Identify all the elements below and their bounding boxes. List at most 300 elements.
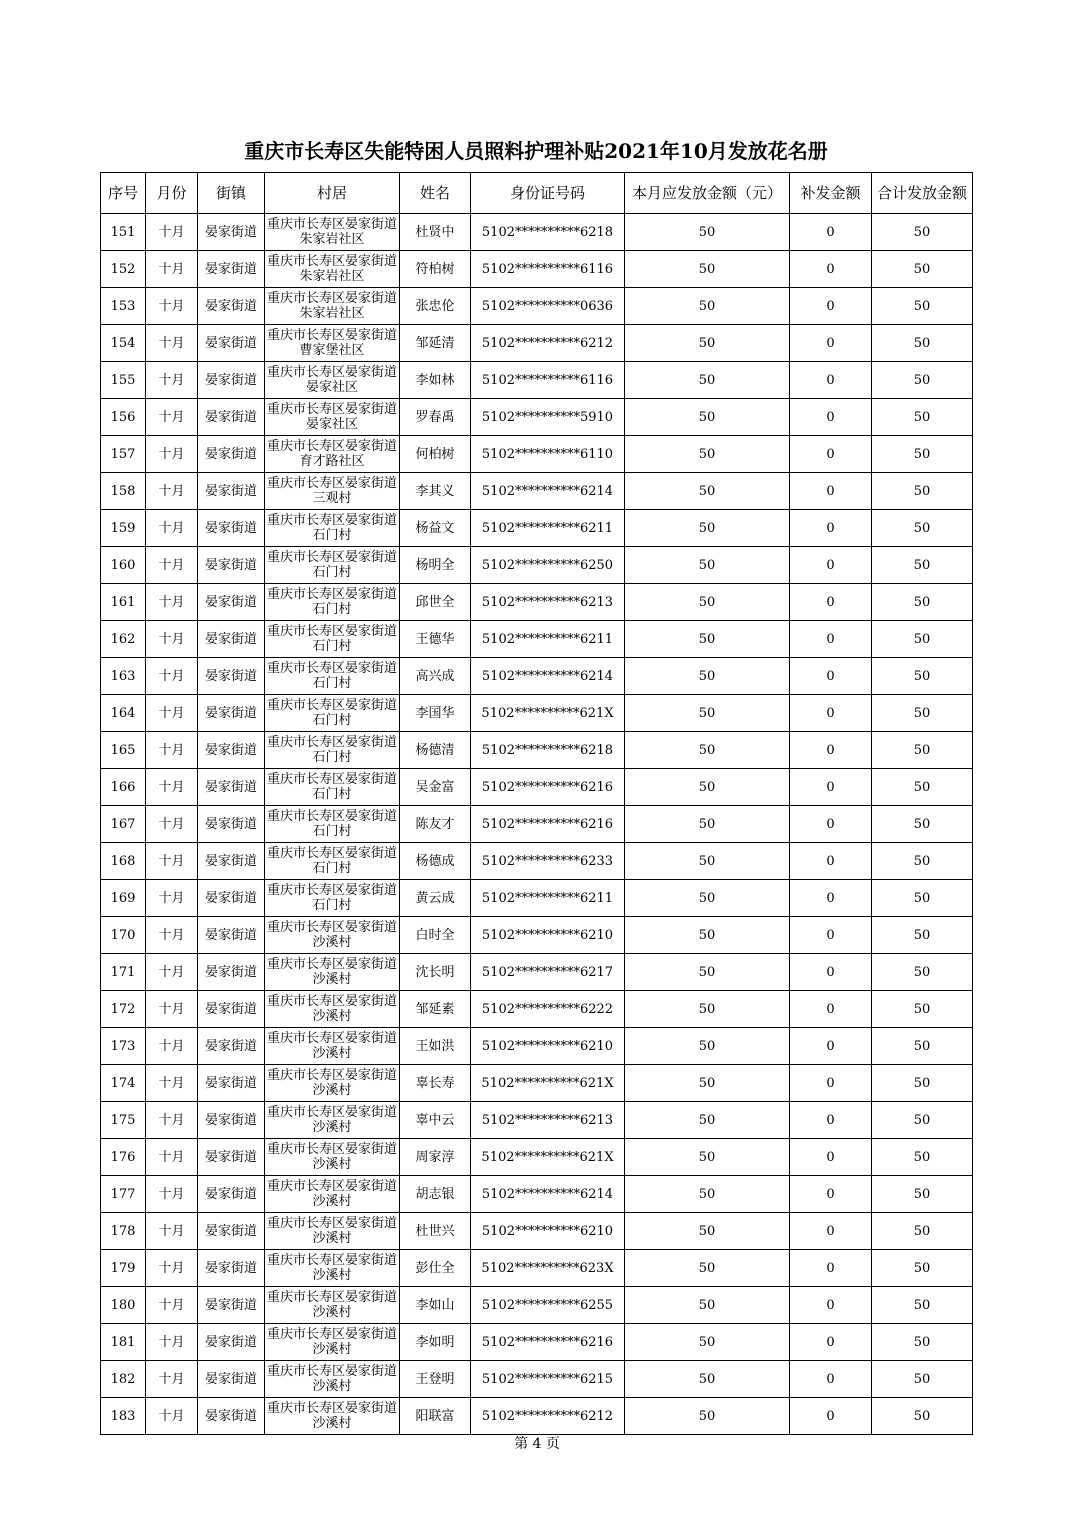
table-row [101, 436, 973, 473]
cell-month: 十月 [146, 473, 198, 510]
table-row [101, 325, 973, 362]
table-row [101, 880, 973, 917]
cell-index: 161 [101, 584, 146, 621]
cell-id-number: 5102**********621X [471, 1139, 625, 1176]
cell-name: 彭仕全 [400, 1250, 471, 1287]
cell-month: 十月 [146, 1213, 198, 1250]
cell-id-number: 5102**********6218 [471, 732, 625, 769]
cell-name: 王如洪 [400, 1028, 471, 1065]
cell-village: 重庆市长寿区晏家街道曹家堡社区 [265, 325, 400, 362]
cell-street: 晏家街道 [198, 658, 265, 695]
cell-supplement: 0 [790, 732, 872, 769]
cell-village: 重庆市长寿区晏家街道石门村 [265, 732, 400, 769]
cell-total: 50 [872, 473, 973, 510]
cell-supplement: 0 [790, 1361, 872, 1398]
cell-amount: 50 [625, 473, 790, 510]
table-row [101, 1361, 973, 1398]
cell-village: 重庆市长寿区晏家街道石门村 [265, 880, 400, 917]
table-row [101, 510, 973, 547]
cell-month: 十月 [146, 843, 198, 880]
cell-month: 十月 [146, 880, 198, 917]
cell-month: 十月 [146, 732, 198, 769]
table-row [101, 288, 973, 325]
cell-id-number: 5102**********6216 [471, 769, 625, 806]
cell-total: 50 [872, 806, 973, 843]
cell-street: 晏家街道 [198, 1213, 265, 1250]
cell-name: 李如明 [400, 1324, 471, 1361]
cell-total: 50 [872, 1139, 973, 1176]
cell-name: 李如山 [400, 1287, 471, 1324]
cell-amount: 50 [625, 1065, 790, 1102]
table-row [101, 1213, 973, 1250]
cell-month: 十月 [146, 695, 198, 732]
cell-street: 晏家街道 [198, 288, 265, 325]
cell-amount: 50 [625, 399, 790, 436]
cell-id-number: 5102**********6233 [471, 843, 625, 880]
table-row [101, 843, 973, 880]
cell-index: 178 [101, 1213, 146, 1250]
cell-street: 晏家街道 [198, 1250, 265, 1287]
cell-name: 杨明全 [400, 547, 471, 584]
cell-village: 重庆市长寿区晏家街道沙溪村 [265, 954, 400, 991]
cell-id-number: 5102**********6212 [471, 325, 625, 362]
cell-month: 十月 [146, 1250, 198, 1287]
cell-supplement: 0 [790, 1065, 872, 1102]
cell-amount: 50 [625, 695, 790, 732]
cell-supplement: 0 [790, 214, 872, 251]
cell-supplement: 0 [790, 436, 872, 473]
page-number: 第 4 页 [514, 1436, 560, 1452]
cell-total: 50 [872, 1213, 973, 1250]
cell-month: 十月 [146, 325, 198, 362]
cell-total: 50 [872, 843, 973, 880]
cell-amount: 50 [625, 362, 790, 399]
cell-id-number: 5102**********6218 [471, 214, 625, 251]
cell-month: 十月 [146, 1065, 198, 1102]
cell-village: 重庆市长寿区晏家街道石门村 [265, 843, 400, 880]
cell-month: 十月 [146, 1028, 198, 1065]
cell-index: 177 [101, 1176, 146, 1213]
cell-total: 50 [872, 1398, 973, 1435]
cell-amount: 50 [625, 251, 790, 288]
cell-index: 172 [101, 991, 146, 1028]
cell-amount: 50 [625, 1398, 790, 1435]
cell-total: 50 [872, 399, 973, 436]
cell-amount: 50 [625, 1324, 790, 1361]
cell-total: 50 [872, 769, 973, 806]
cell-supplement: 0 [790, 584, 872, 621]
subsidy-roster-table [100, 172, 973, 1435]
cell-id-number: 5102**********6217 [471, 954, 625, 991]
header-street: 街镇 [198, 173, 265, 214]
cell-village: 重庆市长寿区晏家街道朱家岩社区 [265, 251, 400, 288]
cell-street: 晏家街道 [198, 399, 265, 436]
cell-total: 50 [872, 1361, 973, 1398]
cell-supplement: 0 [790, 325, 872, 362]
cell-index: 159 [101, 510, 146, 547]
cell-name: 罗春禹 [400, 399, 471, 436]
cell-id-number: 5102**********6214 [471, 658, 625, 695]
cell-amount: 50 [625, 288, 790, 325]
cell-id-number: 5102**********6211 [471, 621, 625, 658]
cell-total: 50 [872, 436, 973, 473]
header-name: 姓名 [400, 173, 471, 214]
cell-total: 50 [872, 1102, 973, 1139]
cell-village: 重庆市长寿区晏家街道石门村 [265, 658, 400, 695]
table-body [101, 214, 973, 1435]
cell-name: 符柏树 [400, 251, 471, 288]
cell-index: 179 [101, 1250, 146, 1287]
cell-street: 晏家街道 [198, 1028, 265, 1065]
cell-name: 李其义 [400, 473, 471, 510]
cell-street: 晏家街道 [198, 436, 265, 473]
table-row [101, 1139, 973, 1176]
cell-street: 晏家街道 [198, 473, 265, 510]
table-row [101, 1287, 973, 1324]
table-row [101, 658, 973, 695]
cell-amount: 50 [625, 843, 790, 880]
cell-id-number: 5102**********6110 [471, 436, 625, 473]
cell-amount: 50 [625, 1287, 790, 1324]
cell-street: 晏家街道 [198, 584, 265, 621]
cell-amount: 50 [625, 991, 790, 1028]
cell-name: 杨益文 [400, 510, 471, 547]
cell-name: 邹延素 [400, 991, 471, 1028]
cell-index: 154 [101, 325, 146, 362]
cell-village: 重庆市长寿区晏家街道石门村 [265, 510, 400, 547]
cell-total: 50 [872, 214, 973, 251]
cell-total: 50 [872, 695, 973, 732]
cell-id-number: 5102**********6214 [471, 1176, 625, 1213]
cell-village: 重庆市长寿区晏家街道朱家岩社区 [265, 288, 400, 325]
cell-index: 167 [101, 806, 146, 843]
cell-month: 十月 [146, 510, 198, 547]
cell-id-number: 5102**********6212 [471, 1398, 625, 1435]
cell-total: 50 [872, 251, 973, 288]
header-month: 月份 [146, 173, 198, 214]
cell-month: 十月 [146, 399, 198, 436]
cell-index: 168 [101, 843, 146, 880]
cell-amount: 50 [625, 1176, 790, 1213]
table-row [101, 732, 973, 769]
cell-id-number: 5102**********6215 [471, 1361, 625, 1398]
cell-id-number: 5102**********6216 [471, 1324, 625, 1361]
cell-index: 165 [101, 732, 146, 769]
cell-id-number: 5102**********6116 [471, 362, 625, 399]
header-id-number: 身份证号码 [471, 173, 625, 214]
cell-supplement: 0 [790, 1398, 872, 1435]
cell-id-number: 5102**********6216 [471, 806, 625, 843]
cell-street: 晏家街道 [198, 917, 265, 954]
table-row [101, 621, 973, 658]
cell-supplement: 0 [790, 769, 872, 806]
cell-name: 杨德清 [400, 732, 471, 769]
cell-month: 十月 [146, 214, 198, 251]
cell-month: 十月 [146, 436, 198, 473]
cell-total: 50 [872, 954, 973, 991]
cell-supplement: 0 [790, 1139, 872, 1176]
table-row [101, 1176, 973, 1213]
cell-village: 重庆市长寿区晏家街道石门村 [265, 547, 400, 584]
cell-index: 183 [101, 1398, 146, 1435]
cell-name: 杜世兴 [400, 1213, 471, 1250]
cell-amount: 50 [625, 732, 790, 769]
table-row [101, 695, 973, 732]
cell-street: 晏家街道 [198, 362, 265, 399]
cell-village: 重庆市长寿区晏家街道沙溪村 [265, 1324, 400, 1361]
cell-street: 晏家街道 [198, 251, 265, 288]
cell-month: 十月 [146, 806, 198, 843]
cell-name: 吴金富 [400, 769, 471, 806]
cell-street: 晏家街道 [198, 621, 265, 658]
cell-amount: 50 [625, 547, 790, 584]
header-supplement: 补发金额 [790, 173, 872, 214]
cell-supplement: 0 [790, 880, 872, 917]
header-amount: 本月应发放金额（元） [625, 173, 790, 214]
cell-name: 邱世全 [400, 584, 471, 621]
cell-index: 157 [101, 436, 146, 473]
cell-amount: 50 [625, 1250, 790, 1287]
table-row [101, 1398, 973, 1435]
cell-id-number: 5102**********6250 [471, 547, 625, 584]
cell-total: 50 [872, 658, 973, 695]
cell-total: 50 [872, 880, 973, 917]
cell-total: 50 [872, 917, 973, 954]
cell-index: 156 [101, 399, 146, 436]
cell-name: 杨德成 [400, 843, 471, 880]
cell-supplement: 0 [790, 991, 872, 1028]
cell-supplement: 0 [790, 1213, 872, 1250]
cell-street: 晏家街道 [198, 1324, 265, 1361]
table-row [101, 473, 973, 510]
header-index: 序号 [101, 173, 146, 214]
cell-index: 164 [101, 695, 146, 732]
cell-total: 50 [872, 288, 973, 325]
cell-name: 张忠伦 [400, 288, 471, 325]
cell-id-number: 5102**********6214 [471, 473, 625, 510]
cell-village: 重庆市长寿区晏家街道沙溪村 [265, 1287, 400, 1324]
cell-village: 重庆市长寿区晏家街道沙溪村 [265, 1250, 400, 1287]
cell-index: 169 [101, 880, 146, 917]
cell-street: 晏家街道 [198, 1102, 265, 1139]
cell-supplement: 0 [790, 1287, 872, 1324]
cell-month: 十月 [146, 1176, 198, 1213]
cell-month: 十月 [146, 1398, 198, 1435]
cell-id-number: 5102**********6211 [471, 880, 625, 917]
cell-amount: 50 [625, 584, 790, 621]
cell-supplement: 0 [790, 473, 872, 510]
cell-supplement: 0 [790, 1324, 872, 1361]
cell-index: 174 [101, 1065, 146, 1102]
cell-amount: 50 [625, 621, 790, 658]
cell-id-number: 5102**********0636 [471, 288, 625, 325]
cell-month: 十月 [146, 954, 198, 991]
cell-total: 50 [872, 1287, 973, 1324]
cell-supplement: 0 [790, 658, 872, 695]
cell-village: 重庆市长寿区晏家街道石门村 [265, 695, 400, 732]
table-row [101, 251, 973, 288]
cell-village: 重庆市长寿区晏家街道沙溪村 [265, 1139, 400, 1176]
cell-village: 重庆市长寿区晏家街道晏家社区 [265, 399, 400, 436]
header-village: 村居 [265, 173, 400, 214]
cell-name: 王登明 [400, 1361, 471, 1398]
cell-index: 151 [101, 214, 146, 251]
cell-index: 176 [101, 1139, 146, 1176]
table-row [101, 399, 973, 436]
cell-index: 182 [101, 1361, 146, 1398]
cell-name: 辜中云 [400, 1102, 471, 1139]
cell-index: 162 [101, 621, 146, 658]
cell-total: 50 [872, 1028, 973, 1065]
table-row [101, 362, 973, 399]
cell-id-number: 5102**********6213 [471, 584, 625, 621]
cell-village: 重庆市长寿区晏家街道朱家岩社区 [265, 214, 400, 251]
cell-index: 175 [101, 1102, 146, 1139]
cell-index: 173 [101, 1028, 146, 1065]
cell-supplement: 0 [790, 621, 872, 658]
cell-amount: 50 [625, 1028, 790, 1065]
table-row [101, 214, 973, 251]
cell-street: 晏家街道 [198, 954, 265, 991]
cell-street: 晏家街道 [198, 1398, 265, 1435]
cell-amount: 50 [625, 954, 790, 991]
cell-supplement: 0 [790, 547, 872, 584]
cell-supplement: 0 [790, 843, 872, 880]
table-row [101, 547, 973, 584]
cell-id-number: 5102**********6116 [471, 251, 625, 288]
cell-supplement: 0 [790, 917, 872, 954]
cell-village: 重庆市长寿区晏家街道沙溪村 [265, 991, 400, 1028]
table-header-row [101, 173, 973, 214]
cell-amount: 50 [625, 1102, 790, 1139]
cell-name: 高兴成 [400, 658, 471, 695]
cell-village: 重庆市长寿区晏家街道石门村 [265, 621, 400, 658]
cell-street: 晏家街道 [198, 1361, 265, 1398]
document-title: 重庆市长寿区失能特困人员照料护理补贴2021年10月发放花名册 [244, 139, 828, 163]
cell-index: 152 [101, 251, 146, 288]
cell-amount: 50 [625, 436, 790, 473]
cell-village: 重庆市长寿区晏家街道沙溪村 [265, 1028, 400, 1065]
table-row [101, 1250, 973, 1287]
cell-street: 晏家街道 [198, 214, 265, 251]
cell-total: 50 [872, 1176, 973, 1213]
cell-id-number: 5102**********6210 [471, 1213, 625, 1250]
cell-name: 沈长明 [400, 954, 471, 991]
cell-id-number: 5102**********6211 [471, 510, 625, 547]
cell-index: 166 [101, 769, 146, 806]
cell-name: 陈友才 [400, 806, 471, 843]
cell-street: 晏家街道 [198, 1065, 265, 1102]
cell-supplement: 0 [790, 1250, 872, 1287]
cell-month: 十月 [146, 917, 198, 954]
cell-village: 重庆市长寿区晏家街道沙溪村 [265, 1398, 400, 1435]
cell-street: 晏家街道 [198, 991, 265, 1028]
cell-amount: 50 [625, 769, 790, 806]
cell-id-number: 5102**********6210 [471, 1028, 625, 1065]
cell-month: 十月 [146, 1361, 198, 1398]
cell-street: 晏家街道 [198, 843, 265, 880]
table-row [101, 917, 973, 954]
cell-village: 重庆市长寿区晏家街道沙溪村 [265, 917, 400, 954]
cell-amount: 50 [625, 1213, 790, 1250]
cell-supplement: 0 [790, 1028, 872, 1065]
cell-supplement: 0 [790, 399, 872, 436]
table-row [101, 1102, 973, 1139]
cell-month: 十月 [146, 1324, 198, 1361]
cell-name: 何柏树 [400, 436, 471, 473]
cell-index: 158 [101, 473, 146, 510]
cell-name: 黄云成 [400, 880, 471, 917]
cell-total: 50 [872, 1065, 973, 1102]
cell-village: 重庆市长寿区晏家街道沙溪村 [265, 1213, 400, 1250]
cell-street: 晏家街道 [198, 769, 265, 806]
cell-supplement: 0 [790, 1176, 872, 1213]
cell-village: 重庆市长寿区晏家街道晏家社区 [265, 362, 400, 399]
cell-index: 160 [101, 547, 146, 584]
cell-name: 杜贤中 [400, 214, 471, 251]
cell-name: 邹延清 [400, 325, 471, 362]
cell-index: 170 [101, 917, 146, 954]
cell-amount: 50 [625, 1139, 790, 1176]
cell-amount: 50 [625, 214, 790, 251]
cell-village: 重庆市长寿区晏家街道沙溪村 [265, 1176, 400, 1213]
cell-total: 50 [872, 547, 973, 584]
table-row [101, 954, 973, 991]
cell-supplement: 0 [790, 806, 872, 843]
header-total: 合计发放金额 [872, 173, 973, 214]
cell-supplement: 0 [790, 362, 872, 399]
table-row [101, 1065, 973, 1102]
cell-index: 153 [101, 288, 146, 325]
cell-street: 晏家街道 [198, 510, 265, 547]
cell-street: 晏家街道 [198, 1139, 265, 1176]
cell-month: 十月 [146, 362, 198, 399]
table-row [101, 584, 973, 621]
cell-total: 50 [872, 510, 973, 547]
cell-amount: 50 [625, 325, 790, 362]
cell-index: 171 [101, 954, 146, 991]
cell-month: 十月 [146, 251, 198, 288]
cell-name: 周家淳 [400, 1139, 471, 1176]
cell-month: 十月 [146, 1139, 198, 1176]
cell-id-number: 5102**********621X [471, 1065, 625, 1102]
cell-name: 李国华 [400, 695, 471, 732]
cell-village: 重庆市长寿区晏家街道沙溪村 [265, 1102, 400, 1139]
cell-village: 重庆市长寿区晏家街道沙溪村 [265, 1361, 400, 1398]
cell-supplement: 0 [790, 251, 872, 288]
table-row [101, 1028, 973, 1065]
cell-month: 十月 [146, 1102, 198, 1139]
cell-name: 阳联富 [400, 1398, 471, 1435]
cell-total: 50 [872, 732, 973, 769]
cell-street: 晏家街道 [198, 732, 265, 769]
cell-month: 十月 [146, 658, 198, 695]
cell-street: 晏家街道 [198, 1176, 265, 1213]
cell-month: 十月 [146, 547, 198, 584]
cell-month: 十月 [146, 1287, 198, 1324]
cell-street: 晏家街道 [198, 695, 265, 732]
cell-amount: 50 [625, 510, 790, 547]
cell-month: 十月 [146, 991, 198, 1028]
cell-id-number: 5102**********6210 [471, 917, 625, 954]
cell-index: 180 [101, 1287, 146, 1324]
cell-total: 50 [872, 362, 973, 399]
cell-name: 胡志银 [400, 1176, 471, 1213]
cell-index: 181 [101, 1324, 146, 1361]
cell-supplement: 0 [790, 288, 872, 325]
cell-id-number: 5102**********621X [471, 695, 625, 732]
cell-street: 晏家街道 [198, 806, 265, 843]
